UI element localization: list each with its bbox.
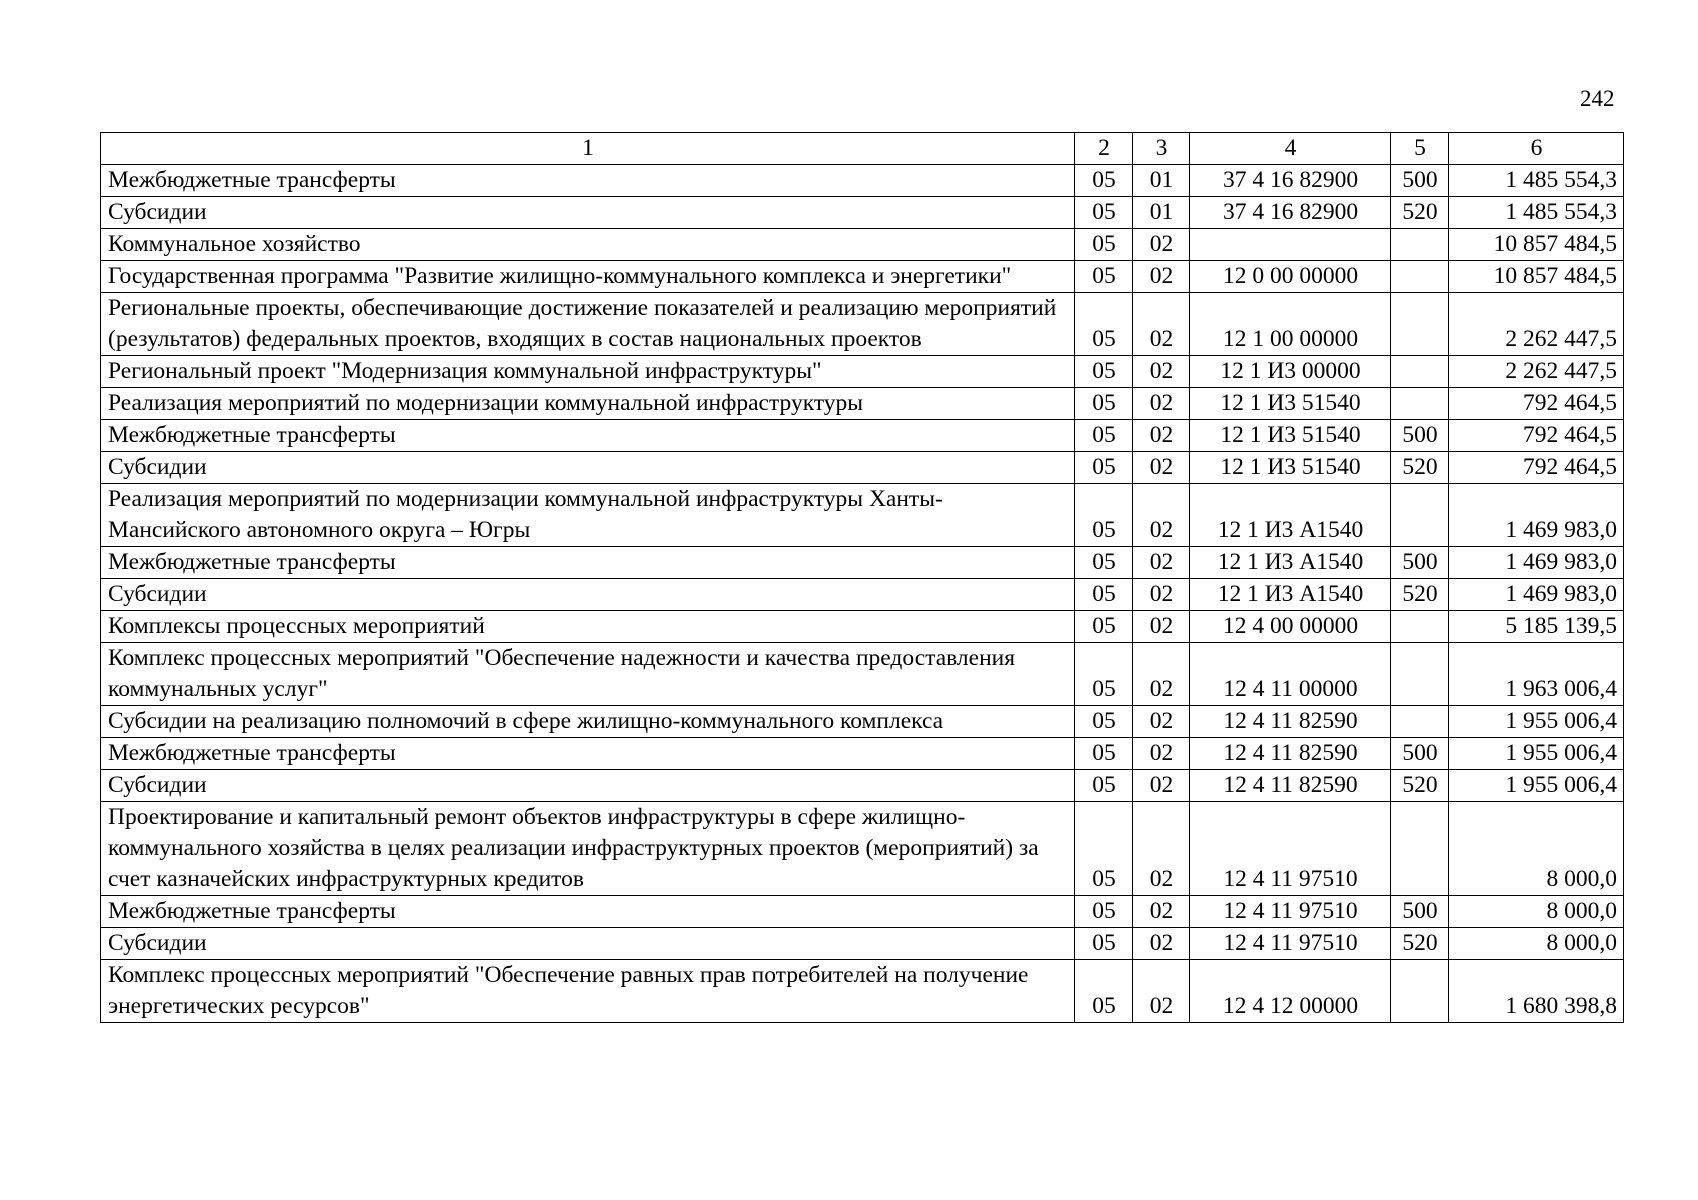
cell-subsection: 01 <box>1133 165 1190 197</box>
cell-expense-type <box>1391 960 1449 1023</box>
cell-sum: 1 469 983,0 <box>1449 579 1624 611</box>
cell-target-article: 12 1 И3 А1540 <box>1190 484 1391 547</box>
cell-section: 05 <box>1075 261 1133 293</box>
cell-name: Межбюджетные трансферты <box>101 420 1075 452</box>
cell-target-article: 12 1 00 00000 <box>1190 293 1391 356</box>
cell-name: Комплекс процессных мероприятий "Обеспечение равных прав потребителей на получение энергетических ресурсов" <box>101 960 1075 1023</box>
table-row <box>101 484 1624 547</box>
cell-section: 05 <box>1075 547 1133 579</box>
cell-subsection: 02 <box>1133 579 1190 611</box>
cell-target-article: 12 4 00 00000 <box>1190 611 1391 643</box>
cell-sum: 792 464,5 <box>1449 452 1624 484</box>
cell-expense-type: 500 <box>1391 420 1449 452</box>
cell-subsection: 02 <box>1133 261 1190 293</box>
cell-target-article: 37 4 16 82900 <box>1190 165 1391 197</box>
cell-expense-type: 520 <box>1391 452 1449 484</box>
header-col-5: 5 <box>1391 133 1449 165</box>
cell-section: 05 <box>1075 896 1133 928</box>
table-row <box>101 165 1624 197</box>
cell-sum: 1 955 006,4 <box>1449 770 1624 802</box>
cell-sum: 1 485 554,3 <box>1449 165 1624 197</box>
cell-section: 05 <box>1075 928 1133 960</box>
cell-subsection: 02 <box>1133 928 1190 960</box>
cell-subsection: 02 <box>1133 802 1190 896</box>
cell-target-article: 12 4 11 97510 <box>1190 802 1391 896</box>
cell-expense-type <box>1391 293 1449 356</box>
cell-section: 05 <box>1075 643 1133 706</box>
cell-sum: 1 680 398,8 <box>1449 960 1624 1023</box>
cell-name: Субсидии <box>101 770 1075 802</box>
cell-expense-type: 500 <box>1391 165 1449 197</box>
table-header-row <box>101 133 1624 165</box>
table-row <box>101 261 1624 293</box>
cell-section: 05 <box>1075 738 1133 770</box>
cell-section: 05 <box>1075 706 1133 738</box>
cell-section: 05 <box>1075 770 1133 802</box>
cell-expense-type <box>1391 611 1449 643</box>
cell-name: Комплексы процессных мероприятий <box>101 611 1075 643</box>
cell-name: Межбюджетные трансферты <box>101 738 1075 770</box>
cell-sum: 1 485 554,3 <box>1449 197 1624 229</box>
table-row <box>101 611 1624 643</box>
cell-target-article: 12 4 11 82590 <box>1190 770 1391 802</box>
cell-target-article: 12 1 И3 51540 <box>1190 420 1391 452</box>
cell-subsection: 01 <box>1133 197 1190 229</box>
cell-subsection: 02 <box>1133 706 1190 738</box>
cell-section: 05 <box>1075 484 1133 547</box>
cell-expense-type: 520 <box>1391 197 1449 229</box>
cell-name: Реализация мероприятий по модернизации коммунальной инфраструктуры <box>101 388 1075 420</box>
cell-name: Региональные проекты, обеспечивающие достижение показателей и реализацию мероприятий (результатов) федеральных проектов, входящих в состав национальных проектов <box>101 293 1075 356</box>
cell-section: 05 <box>1075 960 1133 1023</box>
cell-sum: 8 000,0 <box>1449 928 1624 960</box>
cell-sum: 1 955 006,4 <box>1449 706 1624 738</box>
cell-subsection: 02 <box>1133 611 1190 643</box>
table-row <box>101 388 1624 420</box>
cell-target-article: 12 4 12 00000 <box>1190 960 1391 1023</box>
cell-expense-type: 520 <box>1391 928 1449 960</box>
cell-name: Межбюджетные трансферты <box>101 547 1075 579</box>
cell-expense-type: 520 <box>1391 579 1449 611</box>
cell-subsection: 02 <box>1133 452 1190 484</box>
cell-name: Комплекс процессных мероприятий "Обеспечение надежности и качества предоставления коммунальных услуг" <box>101 643 1075 706</box>
cell-sum: 8 000,0 <box>1449 896 1624 928</box>
cell-section: 05 <box>1075 229 1133 261</box>
cell-name: Межбюджетные трансферты <box>101 165 1075 197</box>
cell-section: 05 <box>1075 802 1133 896</box>
header-col-3: 3 <box>1133 133 1190 165</box>
cell-target-article: 12 4 11 82590 <box>1190 706 1391 738</box>
cell-sum: 2 262 447,5 <box>1449 293 1624 356</box>
table-body <box>101 165 1624 1023</box>
cell-name: Субсидии <box>101 452 1075 484</box>
header-col-6: 6 <box>1449 133 1624 165</box>
cell-target-article: 12 1 И3 51540 <box>1190 452 1391 484</box>
table-row <box>101 770 1624 802</box>
table-row <box>101 197 1624 229</box>
cell-target-article: 12 0 00 00000 <box>1190 261 1391 293</box>
table-row <box>101 896 1624 928</box>
table-row <box>101 452 1624 484</box>
cell-sum: 2 262 447,5 <box>1449 356 1624 388</box>
cell-expense-type <box>1391 706 1449 738</box>
cell-name: Субсидии <box>101 197 1075 229</box>
cell-subsection: 02 <box>1133 547 1190 579</box>
cell-expense-type: 500 <box>1391 547 1449 579</box>
table-row <box>101 960 1624 1023</box>
cell-section: 05 <box>1075 293 1133 356</box>
cell-subsection: 02 <box>1133 960 1190 1023</box>
cell-expense-type <box>1391 388 1449 420</box>
header-col-1: 1 <box>101 133 1075 165</box>
cell-name: Государственная программа "Развитие жилищно-коммунального комплекса и энергетики" <box>101 261 1075 293</box>
cell-name: Проектирование и капитальный ремонт объектов инфраструктуры в сфере жилищно-коммунального хозяйства в целях реализации инфраструктурных проектов (мероприятий) за счет казначейских инфраструктурных кредитов <box>101 802 1075 896</box>
cell-sum: 792 464,5 <box>1449 420 1624 452</box>
cell-expense-type <box>1391 229 1449 261</box>
cell-subsection: 02 <box>1133 770 1190 802</box>
table-row <box>101 928 1624 960</box>
table-row <box>101 293 1624 356</box>
cell-subsection: 02 <box>1133 420 1190 452</box>
cell-target-article: 37 4 16 82900 <box>1190 197 1391 229</box>
table-row <box>101 229 1624 261</box>
cell-sum: 10 857 484,5 <box>1449 261 1624 293</box>
cell-subsection: 02 <box>1133 356 1190 388</box>
cell-subsection: 02 <box>1133 229 1190 261</box>
cell-sum: 792 464,5 <box>1449 388 1624 420</box>
cell-sum: 1 955 006,4 <box>1449 738 1624 770</box>
cell-expense-type: 500 <box>1391 738 1449 770</box>
cell-subsection: 02 <box>1133 643 1190 706</box>
cell-name: Субсидии <box>101 928 1075 960</box>
cell-name: Межбюджетные трансферты <box>101 896 1075 928</box>
table-row <box>101 706 1624 738</box>
cell-subsection: 02 <box>1133 293 1190 356</box>
cell-name: Коммунальное хозяйство <box>101 229 1075 261</box>
table-row <box>101 420 1624 452</box>
cell-section: 05 <box>1075 420 1133 452</box>
cell-section: 05 <box>1075 579 1133 611</box>
cell-expense-type <box>1391 802 1449 896</box>
cell-subsection: 02 <box>1133 388 1190 420</box>
cell-target-article: 12 1 И3 00000 <box>1190 356 1391 388</box>
cell-expense-type <box>1391 484 1449 547</box>
cell-name: Субсидии <box>101 579 1075 611</box>
table-row <box>101 738 1624 770</box>
cell-subsection: 02 <box>1133 896 1190 928</box>
cell-subsection: 02 <box>1133 484 1190 547</box>
cell-target-article: 12 4 11 82590 <box>1190 738 1391 770</box>
cell-subsection: 02 <box>1133 738 1190 770</box>
cell-section: 05 <box>1075 165 1133 197</box>
cell-sum: 1 469 983,0 <box>1449 547 1624 579</box>
cell-target-article: 12 1 И3 51540 <box>1190 388 1391 420</box>
cell-expense-type <box>1391 643 1449 706</box>
table-row <box>101 579 1624 611</box>
cell-expense-type: 500 <box>1391 896 1449 928</box>
cell-name: Реализация мероприятий по модернизации коммунальной инфраструктуры Ханты-Мансийского автономного округа – Югры <box>101 484 1075 547</box>
cell-target-article: 12 1 И3 А1540 <box>1190 547 1391 579</box>
cell-name: Субсидии на реализацию полномочий в сфере жилищно-коммунального комплекса <box>101 706 1075 738</box>
cell-target-article <box>1190 229 1391 261</box>
header-col-4: 4 <box>1190 133 1391 165</box>
table-row <box>101 356 1624 388</box>
budget-table <box>100 132 1624 1023</box>
cell-section: 05 <box>1075 452 1133 484</box>
cell-sum: 10 857 484,5 <box>1449 229 1624 261</box>
cell-sum: 1 469 983,0 <box>1449 484 1624 547</box>
table-row <box>101 802 1624 896</box>
cell-section: 05 <box>1075 197 1133 229</box>
cell-sum: 5 185 139,5 <box>1449 611 1624 643</box>
page-number: 242 <box>1580 86 1615 111</box>
cell-section: 05 <box>1075 388 1133 420</box>
cell-target-article: 12 4 11 97510 <box>1190 896 1391 928</box>
table-row <box>101 643 1624 706</box>
cell-sum: 8 000,0 <box>1449 802 1624 896</box>
cell-expense-type <box>1391 356 1449 388</box>
cell-sum: 1 963 006,4 <box>1449 643 1624 706</box>
cell-target-article: 12 4 11 97510 <box>1190 928 1391 960</box>
table-row <box>101 547 1624 579</box>
cell-section: 05 <box>1075 356 1133 388</box>
header-col-2: 2 <box>1075 133 1133 165</box>
cell-expense-type <box>1391 261 1449 293</box>
cell-target-article: 12 1 И3 А1540 <box>1190 579 1391 611</box>
cell-target-article: 12 4 11 00000 <box>1190 643 1391 706</box>
cell-name: Региональный проект "Модернизация коммунальной инфраструктуры" <box>101 356 1075 388</box>
cell-expense-type: 520 <box>1391 770 1449 802</box>
cell-section: 05 <box>1075 611 1133 643</box>
